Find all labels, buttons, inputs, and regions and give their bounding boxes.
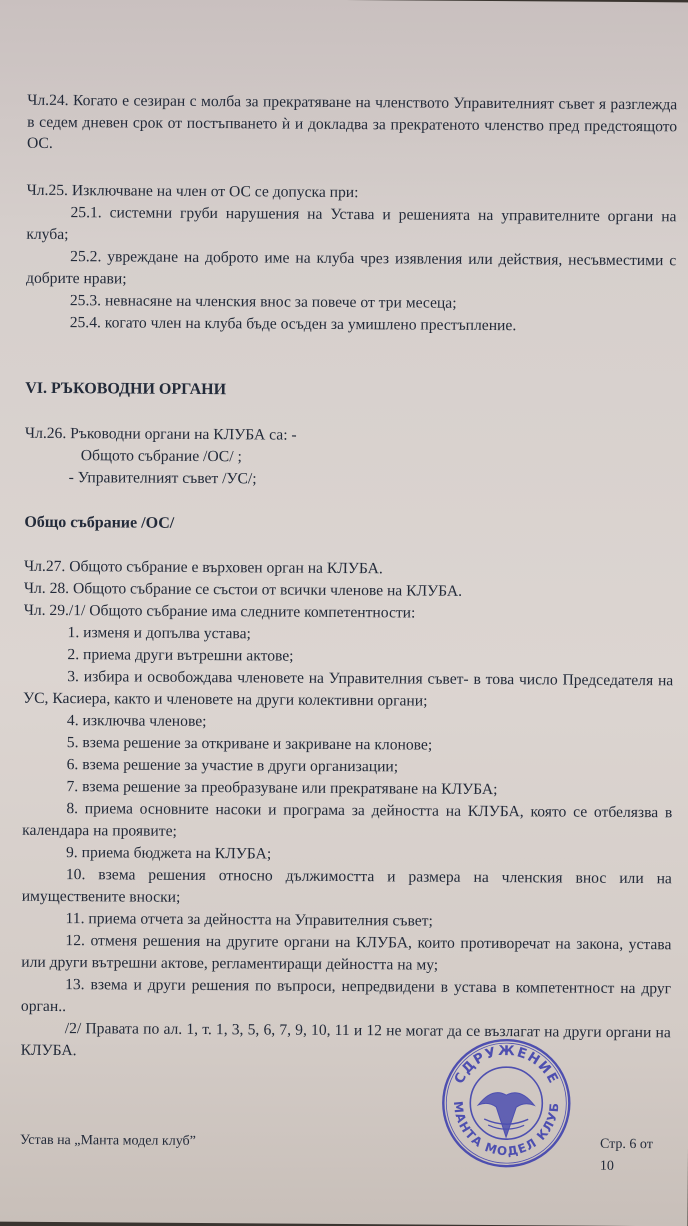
article-29-item-8: 8. приема основните насоки и програма за дейността на КЛУБА, която се отбелязва в календара на проявите; bbox=[22, 800, 673, 840]
article-27: Чл.27. Общото събрание е върховен орган на КЛУБА. bbox=[23, 557, 383, 578]
subheading: Общо събрание /ОС/ bbox=[24, 513, 175, 532]
article-29-item-12: 12. отменя решения на другите органи на КЛУБА, които противоречат на закона, устава или други вътрешни актове, регламентиращи дейността на му; bbox=[21, 932, 672, 974]
article-29-item-11: 11. приема отчета за дейността на Управителния съвет; bbox=[65, 910, 433, 930]
section-heading: VI. РЪКОВОДНИ ОРГАНИ bbox=[25, 379, 227, 399]
article-29-item-2: 2. приема други вътрешни актове; bbox=[67, 646, 294, 665]
article-24: Чл.24. Когато е сезиран с молба за прекратяване на членството Управителният съвет я разглежда в седем дневен срок от постъпването ѝ и докладва за прекратеното членство пред предстоящото ОС. bbox=[26, 91, 678, 153]
svg-text:СДРУЖЕНИЕ: СДРУЖЕНИЕ bbox=[451, 1042, 562, 1088]
article-29-item-5: 5. взема решение за откриване и закриване на клонове; bbox=[66, 734, 433, 754]
article-29-item-3: 3. избира и освобождава членовете на Управителния съвет- в това число Председателя на УС, Касиера, както и членовете на други колективни органи; bbox=[23, 668, 674, 710]
article-28: Чл. 28. Общото събрание се състои от всички членове на КЛУБА. bbox=[23, 579, 463, 600]
footer-page-number: Стр. 6 от 10 bbox=[599, 1136, 653, 1174]
article-29-item-1: 1. изменя и допълва устава; bbox=[67, 624, 251, 643]
article-25-intro: Чл.25. Изключване на член от ОС се допуска при: bbox=[26, 181, 359, 202]
article-29-item-4: 4. изключва членове; bbox=[66, 712, 207, 731]
article-25-item-4: 25.4. когато член на клуба бъде осъден за умишлено престъпление. bbox=[69, 314, 517, 335]
article-29-item-6: 6. взема решение за участие в други организации; bbox=[66, 756, 399, 776]
article-29-item-10: 10. взема решения относно дължимостта и размера на членския внос или на имуществените вноски; bbox=[21, 866, 672, 906]
article-26-intro: Чл.26. Ръководни органи на КЛУБА са: - bbox=[24, 424, 297, 444]
article-29-paragraph-2: /2/ Правата по ал. 1, т. 1, 3, 5, 6, 7, 9, 10, 11 и 12 не могат да се възлагат на други органи на КЛУБА. bbox=[20, 1020, 671, 1059]
article-25-item-1: 25.1. системни груби нарушения на Устава и решенията на управителните органи на клуба; bbox=[26, 204, 677, 243]
article-26-item-1: Общото събрание /ОС/ ; bbox=[80, 447, 242, 466]
article-26-item-2: - Управителният съвет /УС/; bbox=[68, 469, 257, 488]
footer-document-title: Устав на „Манта модел клуб” bbox=[19, 1132, 196, 1149]
article-29-item-13: 13. взема и други решения по въпроси, непредвидени в устава в компетентност на друг орган.. bbox=[20, 976, 672, 1015]
article-29-item-7: 7. взема решение за преобразуване или прекратяване на КЛУБА; bbox=[66, 778, 498, 799]
article-29-intro: Чл. 29./1/ Общото събрание има следните компетентности: bbox=[23, 601, 416, 622]
manta-ray-emblem-icon bbox=[478, 1092, 534, 1137]
club-stamp-seal bbox=[440, 1037, 573, 1170]
article-29-item-9: 9. приема бюджета на КЛУБА; bbox=[65, 844, 272, 863]
article-25-item-3: 25.3. невнасяне на членския внос за повече от три месеца; bbox=[69, 292, 457, 312]
article-25-item-2: 25.2. увреждане на доброто име на клуба чрез изявления или действия, несъвместими с добрите нрави; bbox=[25, 248, 677, 288]
svg-text:МАНТА МОДЕЛ КЛУБ: МАНТА МОДЕЛ КЛУБ bbox=[450, 1100, 562, 1159]
